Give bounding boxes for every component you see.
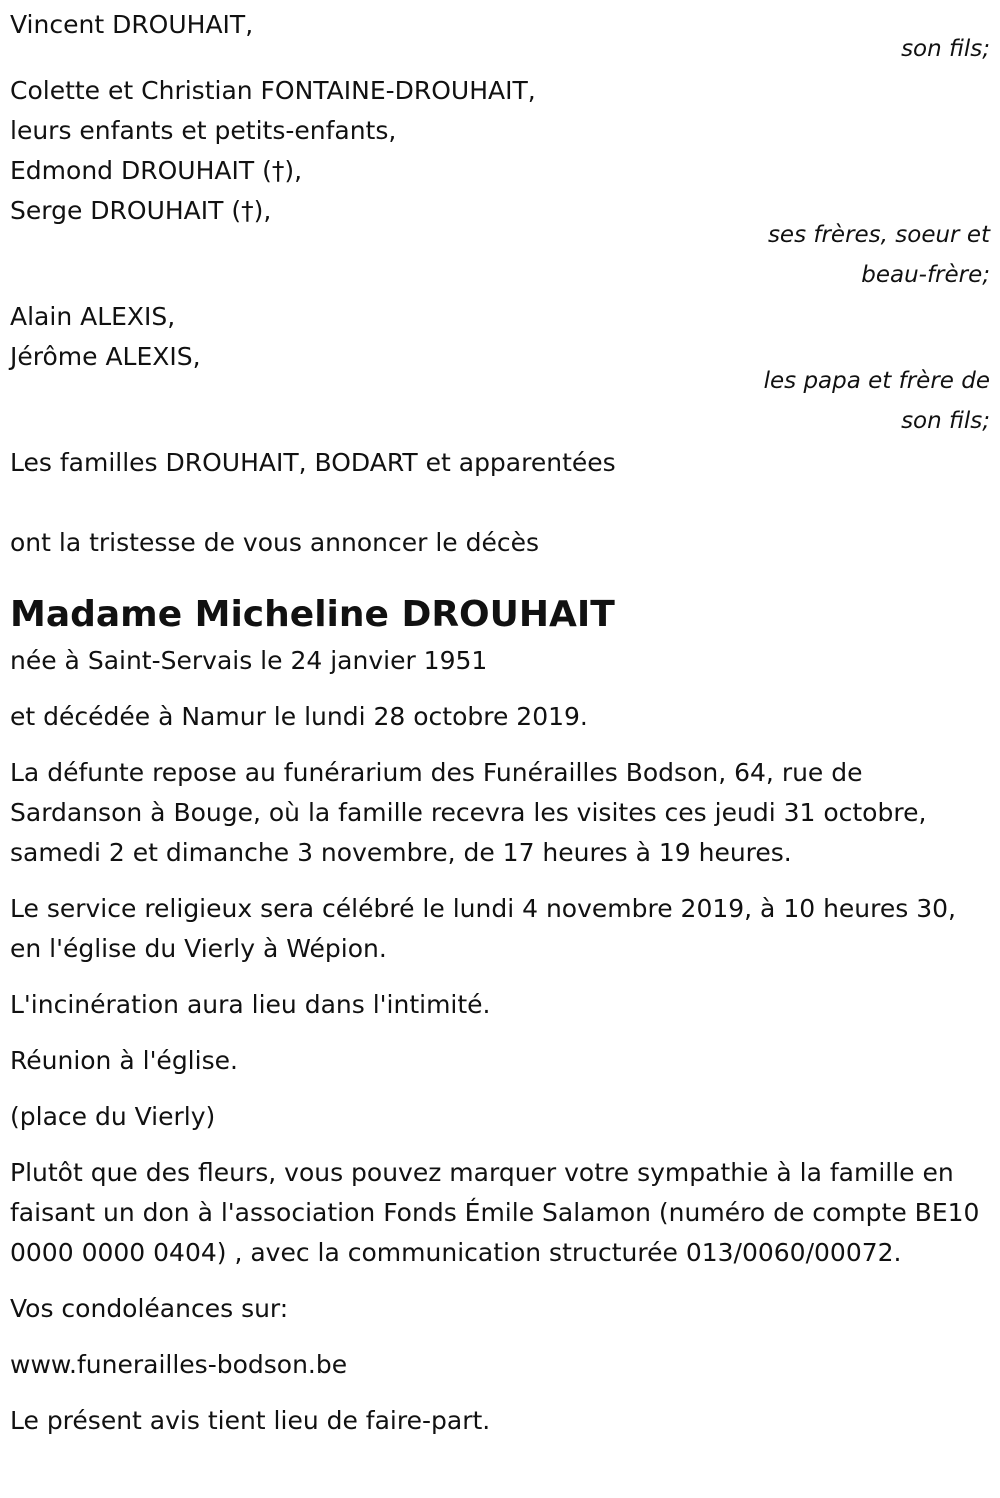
funerarium-paragraph: La défunte repose au funérarium des Funérailles Bodson, 64, rue de Sardanson à Bouge, où la famille recevra les visites ces jeudi 31 octobre, samedi 2 et dimanche 3 novembre, de 17 heures à 19 heures. [10,758,927,867]
condolences-label: Vos condoléances sur: [10,1294,289,1323]
deceased-name: Madame Micheline DROUHAIT [10,594,615,635]
place-paragraph: (place du Vierly) [10,1102,216,1131]
family-name-line: Edmond DROUHAIT (†), [10,156,303,185]
family-name-line: Colette et Christian FONTAINE-DROUHAIT, [10,76,536,105]
donation-paragraph: Plutôt que des fleurs, vous pouvez marquer votre sympathie à la famille en faisant un don à l'association Fonds Émile Salamon (numéro de compte BE10 0000 0000 0404) , avec la communication structurée 013/0060/00072. [10,1158,980,1267]
family-group-siblings [10,71,990,295]
family-group-son [10,5,990,69]
family-name-line: Serge DROUHAIT (†), [10,196,272,225]
family-name-line: Alain ALEXIS, [10,302,176,331]
relation-label: beau-frère; [861,262,990,288]
relation-label: les papa et frère de [763,368,990,394]
family-name-line: leurs enfants et petits-enfants, [10,116,397,145]
family-group-alexis [10,297,990,441]
cremation-paragraph: L'incinération aura lieu dans l'intimité. [10,990,491,1019]
website-link[interactable]: www.funerailles-bodson.be [10,1350,348,1379]
relation-label: son fils; [901,36,990,62]
meeting-paragraph: Réunion à l'église. [10,1046,238,1075]
relation-label: ses frères, soeur et [767,222,990,248]
families-line: Les familles DROUHAIT, BODART et apparentées [10,448,616,477]
family-name-line: Jérôme ALEXIS, [10,342,201,371]
death-line: et décédée à Namur le lundi 28 octobre 2019. [10,702,588,731]
service-paragraph: Le service religieux sera célébré le lundi 4 novembre 2019, à 10 heures 30, en l'église du Vierly à Wépion. [10,894,956,963]
family-name-line: Vincent DROUHAIT, [10,10,254,39]
announcement-line: ont la tristesse de vous annoncer le décès [10,528,539,557]
relation-label: son fils; [901,408,990,434]
closing-note: Le présent avis tient lieu de faire-part. [10,1406,491,1435]
birth-line: née à Saint-Servais le 24 janvier 1951 [10,646,488,675]
